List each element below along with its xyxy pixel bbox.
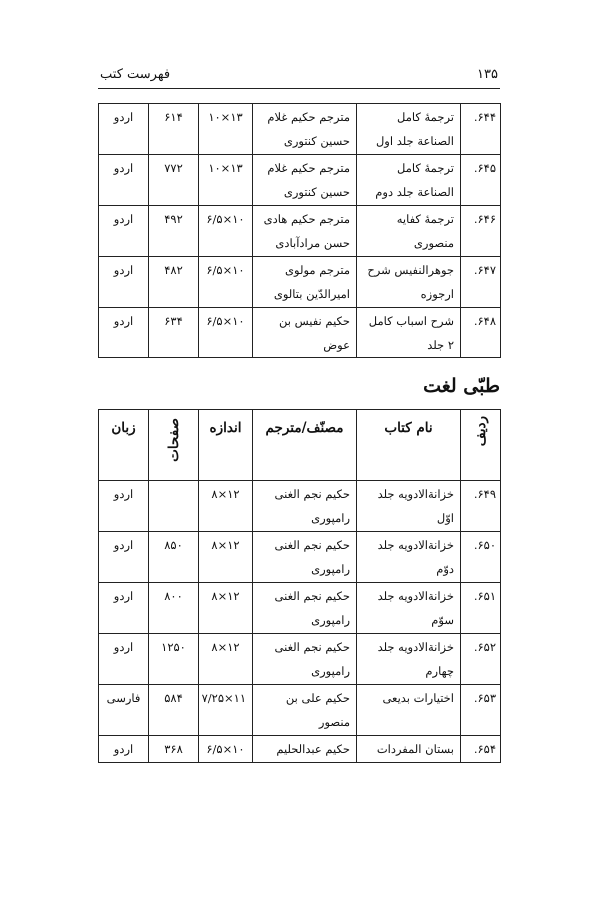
book-size: ۱۰×۶/۵	[199, 308, 253, 358]
title-line: اوّل	[436, 511, 454, 525]
header-label: ردیف	[472, 416, 489, 447]
book-language: اردو	[99, 155, 149, 206]
book-pages: ۶۳۴	[149, 308, 199, 358]
header-author: مصنّف/مترجم	[253, 410, 357, 481]
row-number: ۶۴۸.	[461, 308, 501, 358]
book-title	[357, 532, 461, 583]
book-author	[253, 308, 357, 358]
table-row	[99, 206, 501, 257]
book-language: اردو	[99, 481, 149, 532]
table-row	[99, 481, 501, 532]
row-number: ۶۴۴.	[461, 104, 501, 155]
book-language: اردو	[99, 532, 149, 583]
book-author	[253, 206, 357, 257]
title-line: شرح اسباب کامل	[368, 314, 454, 328]
title-line: ترجمهٔ کفایه	[396, 212, 454, 226]
author-line: حکیم نجم الغنی	[274, 538, 350, 552]
book-author	[253, 685, 357, 736]
row-number: ۶۵۴.	[461, 736, 501, 763]
book-pages: ۳۶۸	[149, 736, 199, 763]
author-line: حسن مرادآبادی	[275, 236, 350, 250]
book-author	[253, 736, 357, 763]
title-line: الصناعة جلد اول	[375, 134, 454, 148]
book-size: ۱۲×۸	[199, 634, 253, 685]
book-pages: ۸۰۰	[149, 583, 199, 634]
title-line: خزانةالادویه جلد	[377, 640, 454, 654]
book-title	[357, 104, 461, 155]
book-title	[357, 736, 461, 763]
author-line: حکیم نجم الغنی	[274, 640, 350, 654]
header-size: اندازه	[199, 410, 253, 481]
author-line: رامپوری	[311, 613, 350, 627]
title-line: ۲ جلد	[427, 338, 454, 352]
title-line: ارجوزه	[420, 287, 454, 301]
book-size: ۱۳×۱۰	[199, 155, 253, 206]
author-line: مترجم حکیم غلام	[267, 161, 350, 175]
table-row	[99, 736, 501, 763]
author-line: مترجم حکیم غلام	[267, 110, 350, 124]
book-title	[357, 155, 461, 206]
book-pages: ۱۲۵۰	[149, 634, 199, 685]
book-language: اردو	[99, 583, 149, 634]
table-row	[99, 257, 501, 308]
catalog-table-2	[98, 409, 501, 763]
author-line: عوض	[323, 338, 350, 352]
author-line: حکیم نجم الغنی	[274, 589, 350, 603]
title-line: ترجمهٔ کامل	[397, 161, 454, 175]
author-line: رامپوری	[311, 511, 350, 525]
book-size: ۱۰×۶/۵	[199, 206, 253, 257]
book-pages: ۵۸۴	[149, 685, 199, 736]
book-title	[357, 634, 461, 685]
title-line: خزانةالادویه جلد	[377, 487, 454, 501]
page-number: ۱۳۵	[477, 67, 498, 82]
book-size: ۱۰×۶/۵	[199, 736, 253, 763]
book-author	[253, 532, 357, 583]
book-author	[253, 104, 357, 155]
book-size: ۱۲×۸	[199, 583, 253, 634]
title-line: خزانةالادویه جلد	[377, 589, 454, 603]
author-line: منصور	[318, 715, 350, 729]
book-size: ۱۰×۶/۵	[199, 257, 253, 308]
book-author	[253, 257, 357, 308]
book-size: ۱۲×۸	[199, 481, 253, 532]
header-row-number	[461, 410, 501, 481]
book-language: اردو	[99, 206, 149, 257]
table-row	[99, 155, 501, 206]
title-line: اختیارات بدیعی	[382, 691, 454, 705]
author-line: حکیم علی بن	[285, 691, 350, 705]
author-line: حسین کنتوری	[283, 185, 350, 199]
title-line: خزانةالادویه جلد	[377, 538, 454, 552]
author-line: امیرالدّین بتالوی	[273, 287, 350, 301]
table-row	[99, 308, 501, 358]
table-header-row	[99, 410, 501, 481]
title-line: الصناعة جلد دوم	[375, 185, 454, 199]
title-line: بستان المفردات	[376, 742, 454, 756]
book-title	[357, 481, 461, 532]
header-pages	[149, 410, 199, 481]
title-line: جوهرالنفیس شرح	[367, 263, 454, 277]
book-author	[253, 155, 357, 206]
book-language: اردو	[99, 104, 149, 155]
title-line: منصوری	[413, 236, 454, 250]
book-title	[357, 583, 461, 634]
book-author	[253, 583, 357, 634]
book-size: ۱۲×۸	[199, 532, 253, 583]
catalog-table-1	[98, 103, 501, 358]
table-row	[99, 634, 501, 685]
author-line: مترجم حکیم هادی	[263, 212, 350, 226]
book-title	[357, 308, 461, 358]
table-row	[99, 104, 501, 155]
author-line: حکیم عبدالحلیم	[276, 742, 350, 756]
running-title: فهرست کتب	[100, 67, 171, 82]
book-language: اردو	[99, 308, 149, 358]
table-row	[99, 583, 501, 634]
book-pages: ۴۸۲	[149, 257, 199, 308]
title-line: چهارم	[425, 664, 454, 678]
row-number: ۶۵۰.	[461, 532, 501, 583]
author-line: رامپوری	[311, 664, 350, 678]
book-language: اردو	[99, 634, 149, 685]
title-line: دوّم	[436, 562, 454, 576]
book-size: ۱۳×۱۰	[199, 104, 253, 155]
book-language: فارسی	[99, 685, 149, 736]
header-label: صفحات	[165, 418, 182, 462]
book-pages: ۷۷۲	[149, 155, 199, 206]
book-pages: ۸۵۰	[149, 532, 199, 583]
row-number: ۶۴۹.	[461, 481, 501, 532]
section-heading: طبّی لغت	[423, 375, 500, 397]
author-line: حکیم نجم الغنی	[274, 487, 350, 501]
row-number: ۶۵۳.	[461, 685, 501, 736]
page-header	[98, 66, 500, 89]
table-row	[99, 532, 501, 583]
author-line: رامپوری	[311, 562, 350, 576]
book-size: ۱۱×۷/۲۵	[199, 685, 253, 736]
row-number: ۶۵۱.	[461, 583, 501, 634]
book-language: اردو	[99, 736, 149, 763]
author-line: مترجم مولوی	[285, 263, 350, 277]
author-line: حکیم نفیس بن	[279, 314, 350, 328]
book-title	[357, 685, 461, 736]
book-author	[253, 481, 357, 532]
author-line: حسین کنتوری	[283, 134, 350, 148]
header-book-title: نام کتاب	[357, 410, 461, 481]
book-title	[357, 257, 461, 308]
row-number: ۶۵۲.	[461, 634, 501, 685]
book-pages: ۴۹۲	[149, 206, 199, 257]
book-language: اردو	[99, 257, 149, 308]
book-author	[253, 634, 357, 685]
book-pages	[149, 481, 199, 532]
book-pages: ۶۱۴	[149, 104, 199, 155]
row-number: ۶۴۷.	[461, 257, 501, 308]
table-row	[99, 685, 501, 736]
title-line: ترجمهٔ کامل	[397, 110, 454, 124]
row-number: ۶۴۶.	[461, 206, 501, 257]
title-line: سوّم	[431, 613, 454, 627]
row-number: ۶۴۵.	[461, 155, 501, 206]
book-title	[357, 206, 461, 257]
header-language: زبان	[99, 410, 149, 481]
